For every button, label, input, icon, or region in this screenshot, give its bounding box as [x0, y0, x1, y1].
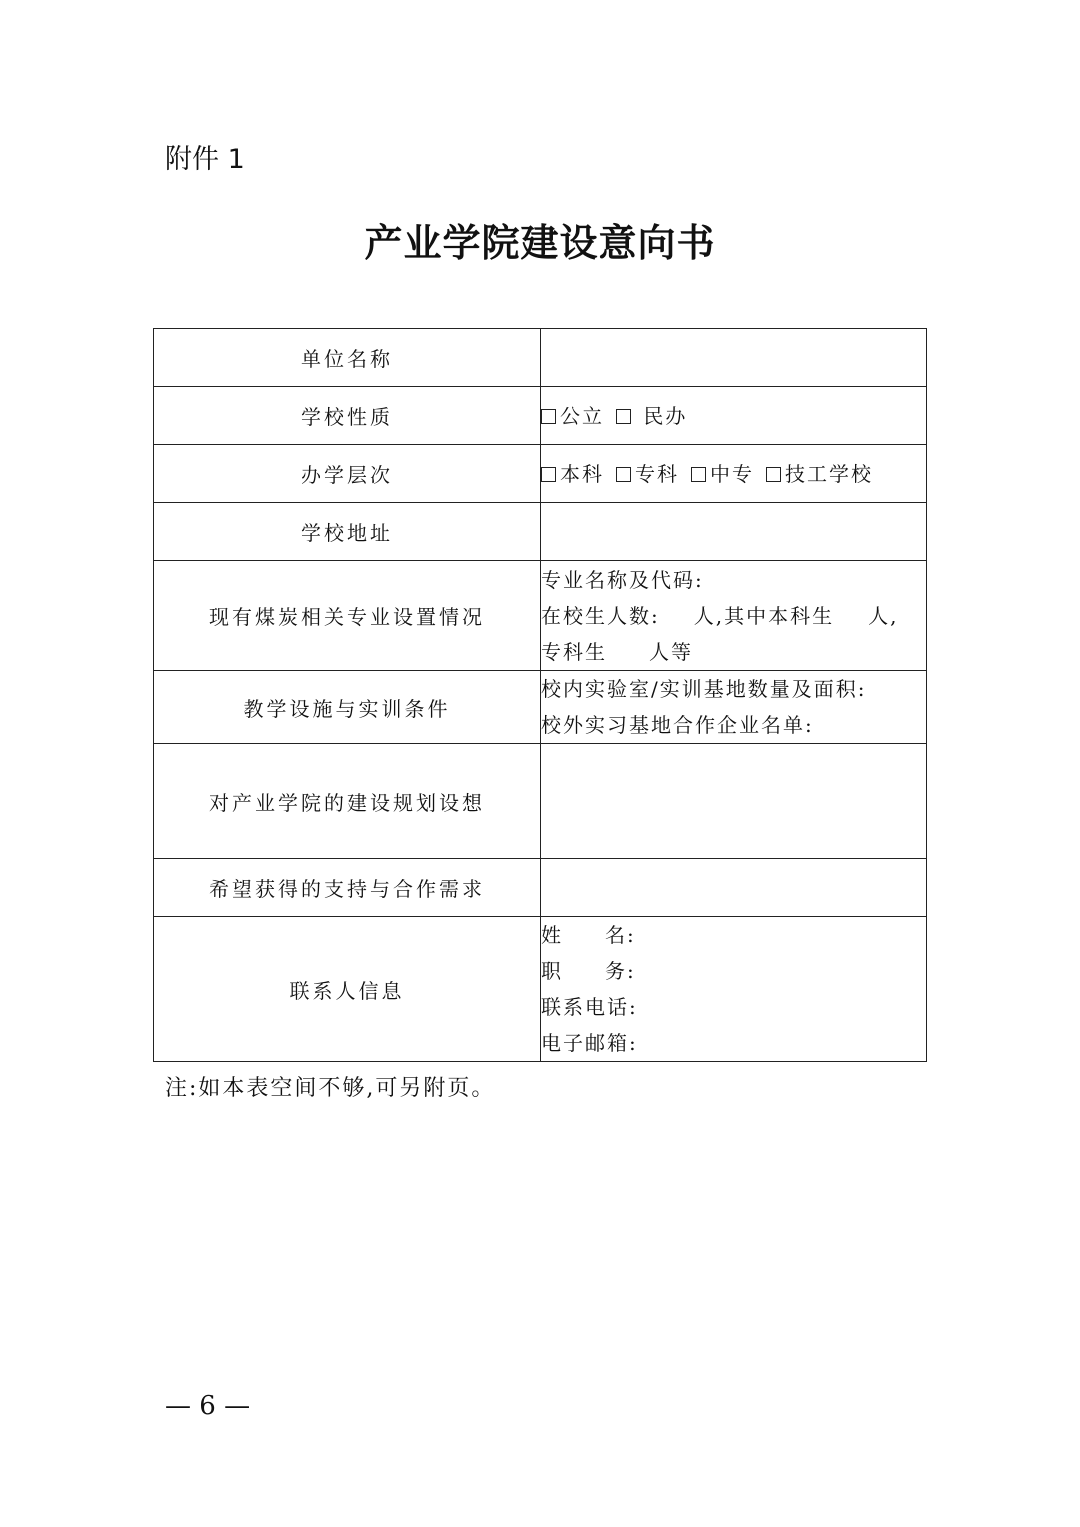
option-label: 技工学校 — [785, 461, 873, 486]
document-title: 产业学院建设意向书 — [364, 220, 716, 265]
school-type-option-public[interactable] — [541, 404, 604, 428]
school-type-options — [541, 387, 927, 445]
support-label: 希望获得的支持与合作需求 — [154, 859, 541, 917]
contact-phone-line: 联系电话: — [541, 995, 638, 1019]
application-form-table — [153, 328, 927, 1062]
form-row-school-type — [154, 387, 927, 445]
option-label: 民办 — [643, 403, 688, 428]
students-count-label: 在校生人数: — [541, 603, 660, 628]
plan-field[interactable] — [541, 744, 927, 859]
form-row-facilities — [154, 671, 927, 744]
college-count-label: 专科生 — [541, 639, 607, 664]
school-level-option-secondary[interactable] — [691, 462, 754, 486]
contact-name-label-b: 名: — [605, 923, 636, 947]
unit-name-label: 单位名称 — [154, 329, 541, 387]
contact-name-label-a: 姓 — [541, 923, 563, 947]
contact-name-line — [541, 917, 926, 953]
facilities-line-offsite: 校外实习基地合作企业名单: — [541, 713, 814, 737]
school-type-option-private[interactable] — [616, 404, 687, 428]
attachment-label: 附件 1 — [165, 144, 245, 175]
people-etc-label: 人等 — [649, 639, 693, 664]
contact-field[interactable] — [541, 917, 927, 1062]
form-row-majors — [154, 561, 927, 671]
school-address-field[interactable] — [541, 503, 927, 561]
majors-line-code: 专业名称及代码: — [541, 567, 704, 592]
contact-position-line — [541, 953, 926, 989]
majors-field[interactable] — [541, 561, 927, 671]
checkbox-icon[interactable] — [541, 467, 556, 482]
option-label: 专科 — [635, 461, 679, 486]
option-label: 本科 — [560, 461, 604, 486]
form-row-plan — [154, 744, 927, 859]
contact-label: 联系人信息 — [154, 917, 541, 1062]
checkbox-icon[interactable] — [616, 409, 631, 424]
contact-position-label-a: 职 — [541, 959, 563, 983]
checkbox-icon[interactable] — [541, 409, 556, 424]
majors-line-college — [541, 634, 926, 670]
unit-name-field[interactable] — [541, 329, 927, 387]
form-row-support — [154, 859, 927, 917]
people-unit-label: 人, — [868, 603, 899, 628]
school-level-option-junior-college[interactable] — [616, 462, 679, 486]
school-level-options — [541, 445, 927, 503]
plan-label: 对产业学院的建设规划设想 — [154, 744, 541, 859]
checkbox-icon[interactable] — [616, 467, 631, 482]
form-row-school-address — [154, 503, 927, 561]
footnote: 注:如本表空间不够,可另附页。 — [165, 1076, 496, 1101]
checkbox-icon[interactable] — [766, 467, 781, 482]
checkbox-icon[interactable] — [691, 467, 706, 482]
option-label: 公立 — [560, 403, 604, 428]
form-row-unit-name — [154, 329, 927, 387]
facilities-field[interactable] — [541, 671, 927, 744]
majors-label: 现有煤炭相关专业设置情况 — [154, 561, 541, 671]
form-row-contact — [154, 917, 927, 1062]
support-field[interactable] — [541, 859, 927, 917]
school-address-label: 学校地址 — [154, 503, 541, 561]
undergrad-count-label: 人,其中本科生 — [693, 603, 835, 628]
option-label: 中专 — [710, 461, 754, 486]
majors-line-students — [541, 598, 926, 634]
facilities-label: 教学设施与实训条件 — [154, 671, 541, 744]
school-level-option-technical[interactable] — [766, 462, 873, 486]
form-row-school-level — [154, 445, 927, 503]
contact-position-label-b: 务: — [605, 959, 636, 983]
school-level-label: 办学层次 — [154, 445, 541, 503]
school-type-label: 学校性质 — [154, 387, 541, 445]
page-number: — 6 — — [165, 1391, 251, 1421]
contact-email-line: 电子邮箱: — [541, 1031, 638, 1055]
facilities-line-onsite: 校内实验室/实训基地数量及面积: — [541, 677, 867, 701]
school-level-option-undergraduate[interactable] — [541, 462, 604, 486]
